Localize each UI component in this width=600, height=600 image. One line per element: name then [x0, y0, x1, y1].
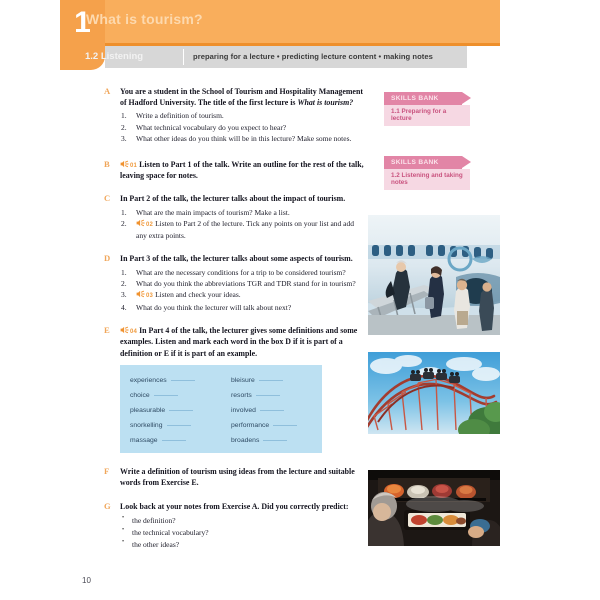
exercise-d-letter: D	[104, 253, 111, 264]
list-item: • the other ideas?	[120, 539, 366, 551]
unit-title: What is tourism?	[86, 11, 203, 27]
word-label: pleasurable	[130, 406, 166, 414]
audio-icon-group[interactable]	[136, 289, 155, 301]
skills-bank-2-header	[384, 156, 462, 169]
answer-blank[interactable]	[263, 434, 287, 441]
exercise-c	[104, 193, 366, 241]
answer-blank[interactable]	[260, 404, 284, 411]
speaker-icon[interactable]	[120, 160, 129, 168]
list-item	[120, 122, 366, 133]
exercise-g-letter: G	[104, 501, 111, 512]
word-box-cell[interactable]	[120, 386, 221, 401]
answer-blank[interactable]	[256, 389, 280, 396]
food-market-photo	[368, 470, 500, 546]
exercise-a-lead-italic: What is tourism?	[297, 98, 354, 108]
audio-icon-group[interactable]	[136, 218, 155, 230]
answer-blank[interactable]	[171, 374, 195, 381]
hand-figure	[468, 519, 500, 546]
skills-bank-1-title: SKILLS BANK	[391, 94, 439, 102]
exercise-column	[104, 86, 366, 560]
list-item-text: What technical vocabulary do you expect to hear?	[136, 122, 287, 132]
list-item-text: What other ideas do you think will be in this lecture? Make some notes.	[136, 134, 352, 144]
answer-blank[interactable]	[167, 419, 191, 426]
word-box-cell[interactable]	[120, 371, 221, 386]
list-item-number: 2.	[121, 279, 127, 289]
word-box-cell[interactable]	[120, 416, 221, 431]
list-item	[120, 302, 366, 313]
word-box-row	[120, 432, 322, 447]
audio-track-number: 03	[146, 293, 154, 300]
list-item-number: 4.	[121, 302, 127, 312]
audio-track-number: 01	[130, 162, 138, 169]
exercise-c-lead: In Part 2 of the talk, the lecturer talks about the impact of tourism.	[120, 194, 346, 204]
list-item: • the definition?	[120, 515, 366, 527]
exercise-b	[104, 159, 366, 182]
list-item-text: Listen and check your ideas.	[155, 290, 241, 300]
word-box-row	[120, 371, 322, 386]
word-label: resorts	[231, 391, 252, 399]
list-item-text: What are the main impacts of tourism? Make a list.	[136, 207, 290, 217]
list-item-text: What do you think the lecturer will talk about next?	[136, 302, 292, 312]
word-box-row	[120, 386, 322, 401]
exercise-b-lead	[120, 159, 366, 182]
unit-number: 1	[74, 6, 91, 39]
list-item-text: Listen to Part 2 of the lecture. Tick any points on your list and add any extra points.	[136, 218, 355, 241]
exercise-c-letter: C	[104, 193, 111, 204]
speaker-icon[interactable]	[136, 219, 145, 227]
list-item	[120, 207, 366, 218]
section-label: 1.2 Listening	[85, 51, 144, 62]
list-item-number: 1.	[121, 111, 127, 121]
page-number: 10	[82, 576, 91, 585]
list-item-text: Write a definition of tourism.	[136, 111, 224, 121]
list-item	[120, 218, 366, 242]
audio-icon-group[interactable]	[120, 159, 139, 171]
exercise-e-lead	[120, 325, 366, 359]
rollercoaster-photo	[368, 352, 500, 434]
word-label: choice	[130, 391, 150, 399]
list-item-text-mid: and	[262, 279, 277, 289]
rollercoaster-illustration	[368, 352, 500, 434]
word-label: involved	[231, 406, 256, 414]
word-box-cell[interactable]	[221, 386, 322, 401]
word-label: experiences	[130, 376, 167, 384]
skills-bank-1-header	[384, 92, 462, 105]
food-market-illustration	[368, 470, 500, 546]
word-box-cell[interactable]	[221, 401, 322, 416]
exercise-g-lead: Look back at your notes from Exercise A. Did you correctly predict:	[120, 502, 349, 512]
list-item	[120, 267, 366, 278]
list-item-text-after: stand for in tourism?	[291, 279, 356, 289]
word-box-cell[interactable]	[120, 432, 221, 447]
list-item	[120, 133, 366, 144]
page-header	[60, 0, 500, 70]
word-box-row	[120, 401, 322, 416]
list-item-number: 1.	[121, 207, 127, 217]
airplane-boarding-illustration	[368, 215, 500, 335]
list-item: • the technical vocabulary?	[120, 527, 366, 539]
speaker-icon[interactable]	[120, 326, 129, 334]
exercise-e-letter: E	[104, 324, 110, 335]
list-item	[120, 278, 366, 289]
exercise-a-list	[120, 110, 366, 144]
skills-bank-1[interactable]	[384, 92, 482, 126]
section-divider	[183, 49, 184, 65]
word-box-cell[interactable]	[221, 432, 322, 447]
word-label: performance	[231, 422, 270, 430]
word-box-cell[interactable]	[221, 371, 322, 386]
word-box-row	[120, 416, 322, 431]
abbreviation-tgr: TGR	[247, 279, 263, 289]
list-item-number: 3.	[121, 290, 127, 300]
exercise-a-lead	[120, 86, 366, 108]
airplane-boarding-photo	[368, 215, 500, 335]
list-item-number: 2.	[121, 122, 127, 132]
exercise-d-list	[120, 267, 366, 313]
exercise-d-lead: In Part 3 of the talk, the lecturer talks about some aspects of tourism.	[120, 254, 353, 264]
exercise-c-list	[120, 207, 366, 242]
list-item-text: What are the necessary conditions for a trip to be considered tourism?	[136, 267, 346, 277]
section-topics: preparing for a lecture • predicting lecture content • making notes	[193, 52, 433, 61]
answer-blank[interactable]	[162, 434, 186, 441]
exercise-e	[104, 325, 366, 453]
word-box-cell[interactable]	[120, 401, 221, 416]
exercise-g	[104, 501, 366, 550]
word-label: snorkelling	[130, 422, 163, 430]
skills-bank-1-subtitle: 1.1 Preparing for a lecture	[384, 105, 470, 126]
word-box-cell[interactable]	[221, 416, 322, 431]
speaker-icon[interactable]	[136, 290, 145, 298]
exercise-b-text: Listen to Part 1 of the talk. Write an outline for the rest of the talk, leaving space for notes.	[120, 159, 364, 181]
skills-bank-2-title: SKILLS BANK	[391, 158, 439, 166]
list-item-number: 2.	[121, 218, 127, 228]
exercise-b-letter: B	[104, 158, 110, 169]
list-item-text-before: What do you think the abbreviations	[136, 279, 248, 289]
exercise-g-list	[120, 515, 366, 551]
answer-blank[interactable]	[259, 374, 283, 381]
exercise-f-letter: F	[104, 465, 110, 476]
exercise-e-text: In Part 4 of the talk, the lecturer gives some definitions and some examples. Listen and mark each word in the box D if it is part of a definition or E if it is part of an example.	[120, 325, 358, 358]
answer-blank[interactable]	[154, 389, 178, 396]
word-label: bleisure	[231, 376, 255, 384]
exercise-f	[104, 466, 366, 488]
skills-bank-2[interactable]	[384, 156, 482, 190]
answer-blank[interactable]	[273, 419, 297, 426]
answer-blank[interactable]	[169, 404, 193, 411]
food-tray	[404, 510, 470, 530]
exercise-d	[104, 253, 366, 313]
audio-track-number: 02	[146, 221, 154, 228]
list-item-number: 3.	[121, 134, 127, 144]
exercise-f-lead: Write a definition of tourism using ideas from the lecture and suitable words from Exercise E.	[120, 466, 355, 488]
word-label: massage	[130, 437, 158, 445]
skills-bank-2-subtitle: 1.2 Listening and taking notes	[384, 169, 470, 190]
vocabulary-word-box	[120, 365, 322, 453]
audio-icon-group[interactable]	[120, 325, 139, 337]
exercise-a	[104, 86, 366, 145]
abbreviation-tdr: TDR	[276, 279, 292, 289]
list-item-number: 1.	[121, 267, 127, 277]
exercise-a-lead-text: You are a student in the School of Tourism and Hospitality Management of Hadford University. The title of the first lecture is	[120, 87, 363, 108]
list-item	[120, 110, 366, 121]
list-item	[120, 289, 366, 301]
exercise-a-letter: A	[104, 86, 111, 96]
word-label: broadens	[231, 437, 260, 445]
audio-track-number: 04	[130, 328, 138, 335]
